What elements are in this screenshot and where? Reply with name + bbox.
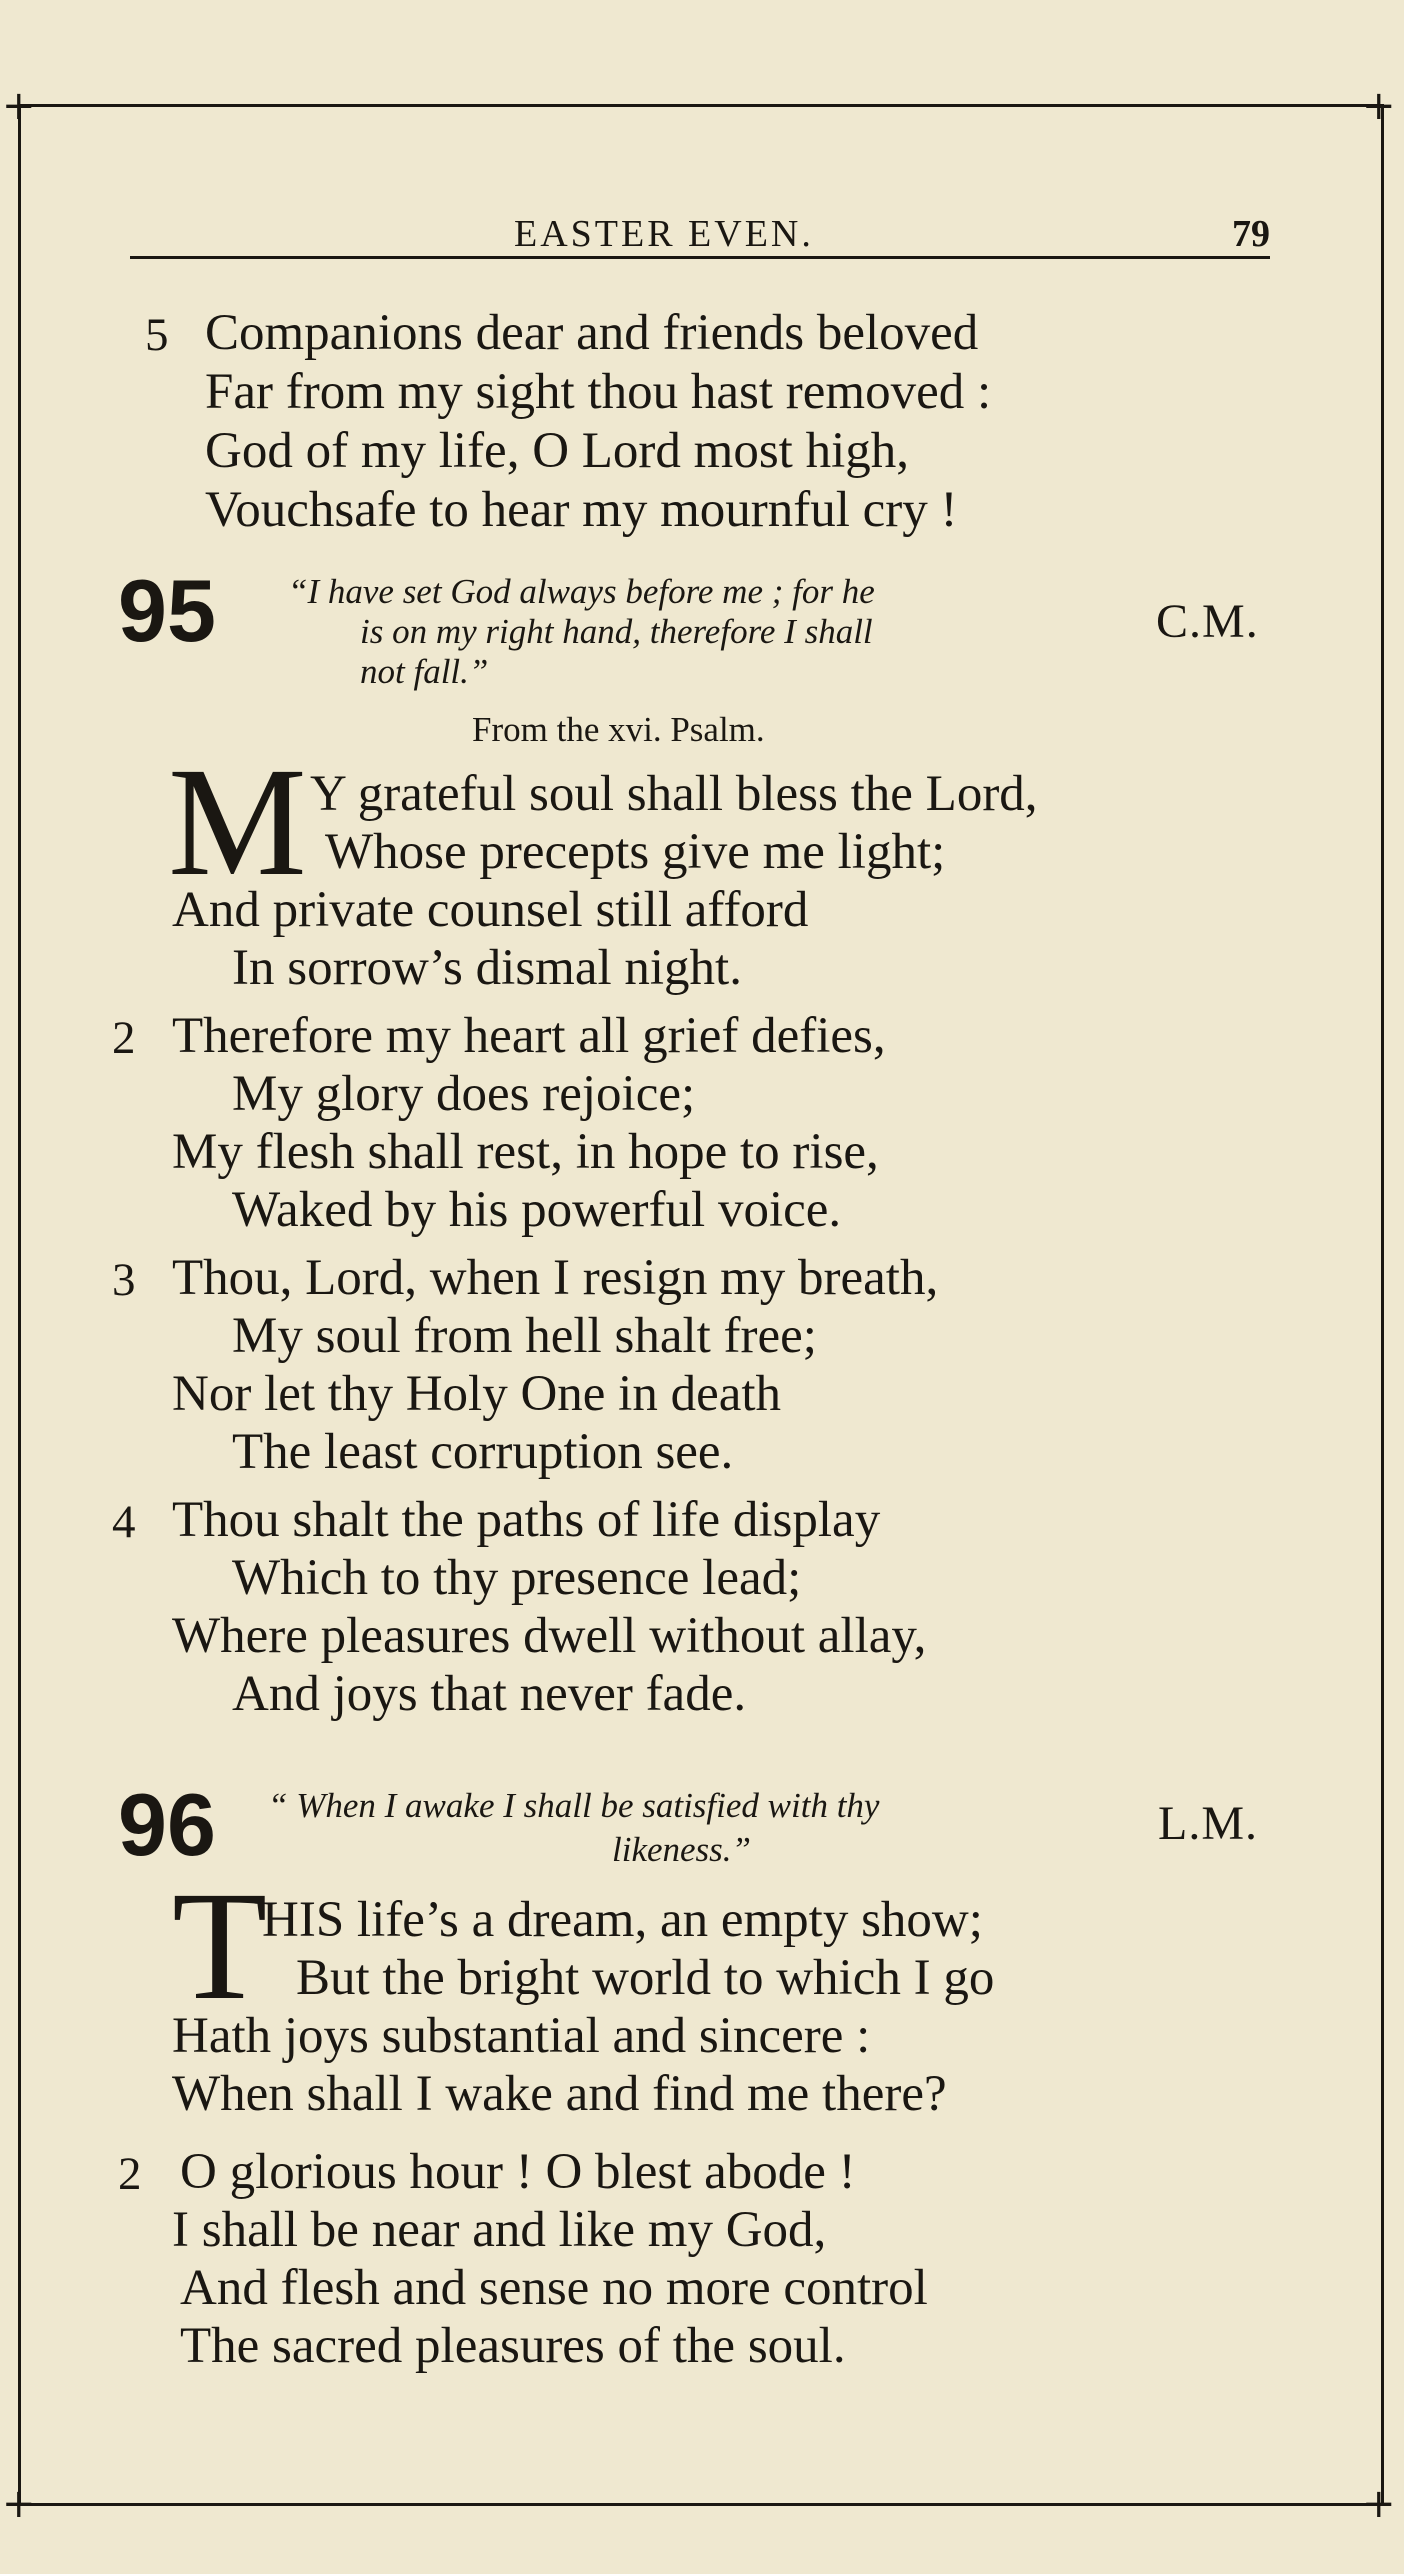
hymn-epigraph-line: “I have set God always before me ; for he xyxy=(288,572,875,611)
hymn-meter: C.M. xyxy=(1156,595,1259,648)
running-head-rule xyxy=(130,256,1270,259)
verse-line: God of my life, O Lord most high, xyxy=(205,423,910,479)
running-head-title: EASTER EVEN. xyxy=(514,213,814,255)
hymn-epigraph-line: likeness.” xyxy=(612,1830,752,1869)
top-border-rule xyxy=(18,104,1384,107)
hymn-meter: L.M. xyxy=(1158,1797,1258,1850)
corner-ornament-icon: + xyxy=(1362,2481,1396,2527)
hymn-epigraph-line: is on my right hand, therefore I shall xyxy=(360,612,873,651)
verse-line: The least corruption see. xyxy=(232,1424,734,1480)
verse-line: Nor let thy Holy One in death xyxy=(172,1366,782,1422)
stanza-number: 4 xyxy=(112,1496,136,1548)
verse-line: Which to thy presence lead; xyxy=(232,1550,802,1606)
hymn-epigraph-line: “ When I awake I shall be satisfied with thy xyxy=(268,1786,880,1825)
right-border-rule xyxy=(1381,104,1384,2506)
verse-line: Y grateful soul shall bless the Lord, xyxy=(310,766,1038,822)
left-border-rule xyxy=(18,104,21,2506)
verse-line: Vouchsafe to hear my mournful cry ! xyxy=(205,482,958,538)
drop-cap: T xyxy=(172,1859,268,2032)
verse-line: My soul from hell shalt free; xyxy=(232,1308,817,1364)
hymn-epigraph-line: not fall.” xyxy=(360,652,489,691)
bottom-border-rule xyxy=(18,2503,1384,2506)
verse-line: O glorious hour ! O blest abode ! xyxy=(180,2144,856,2200)
verse-line: My glory does rejoice; xyxy=(232,1066,696,1122)
verse-line: Whose precepts give me light; xyxy=(325,824,946,880)
running-head xyxy=(0,212,1404,262)
verse-line: HIS life’s a dream, an empty show; xyxy=(262,1892,983,1948)
stanza-number: 2 xyxy=(112,1012,136,1064)
verse-line: Companions dear and friends beloved xyxy=(205,305,979,361)
drop-cap: M xyxy=(168,735,307,908)
stanza-number: 5 xyxy=(145,309,169,361)
corner-ornament-icon: + xyxy=(2,2481,36,2527)
verse-line: And flesh and sense no more control xyxy=(180,2260,928,2316)
verse-line: And joys that never fade. xyxy=(232,1666,747,1722)
verse-line: Thou shalt the paths of life display xyxy=(172,1492,881,1548)
hymn-source: From the xvi. Psalm. xyxy=(472,710,765,749)
verse-line: Thou, Lord, when I resign my breath, xyxy=(172,1250,939,1306)
page-number: 79 xyxy=(1232,213,1270,255)
verse-line: Where pleasures dwell without allay, xyxy=(172,1608,927,1664)
corner-ornament-icon: + xyxy=(2,83,36,129)
verse-line: In sorrow’s dismal night. xyxy=(232,940,742,996)
verse-line: And private counsel still afford xyxy=(172,882,809,938)
verse-line: Hath joys substantial and sincere : xyxy=(172,2008,871,2064)
corner-ornament-icon: + xyxy=(1362,83,1396,129)
verse-line: My flesh shall rest, in hope to rise, xyxy=(172,1124,879,1180)
verse-line: When shall I wake and find me there? xyxy=(172,2066,947,2122)
stanza-number: 2 xyxy=(118,2148,142,2200)
hymn-number: 95 xyxy=(118,561,216,660)
verse-line: I shall be near and like my God, xyxy=(172,2202,827,2258)
verse-line: Therefore my heart all grief defies, xyxy=(172,1008,886,1064)
verse-line: But the bright world to which I go xyxy=(296,1950,995,2006)
verse-line: The sacred pleasures of the soul. xyxy=(180,2318,846,2374)
verse-line: Far from my sight thou hast removed : xyxy=(205,364,992,420)
hymn-number: 96 xyxy=(118,1775,216,1874)
stanza-number: 3 xyxy=(112,1254,136,1306)
verse-line: Waked by his powerful voice. xyxy=(232,1182,842,1238)
